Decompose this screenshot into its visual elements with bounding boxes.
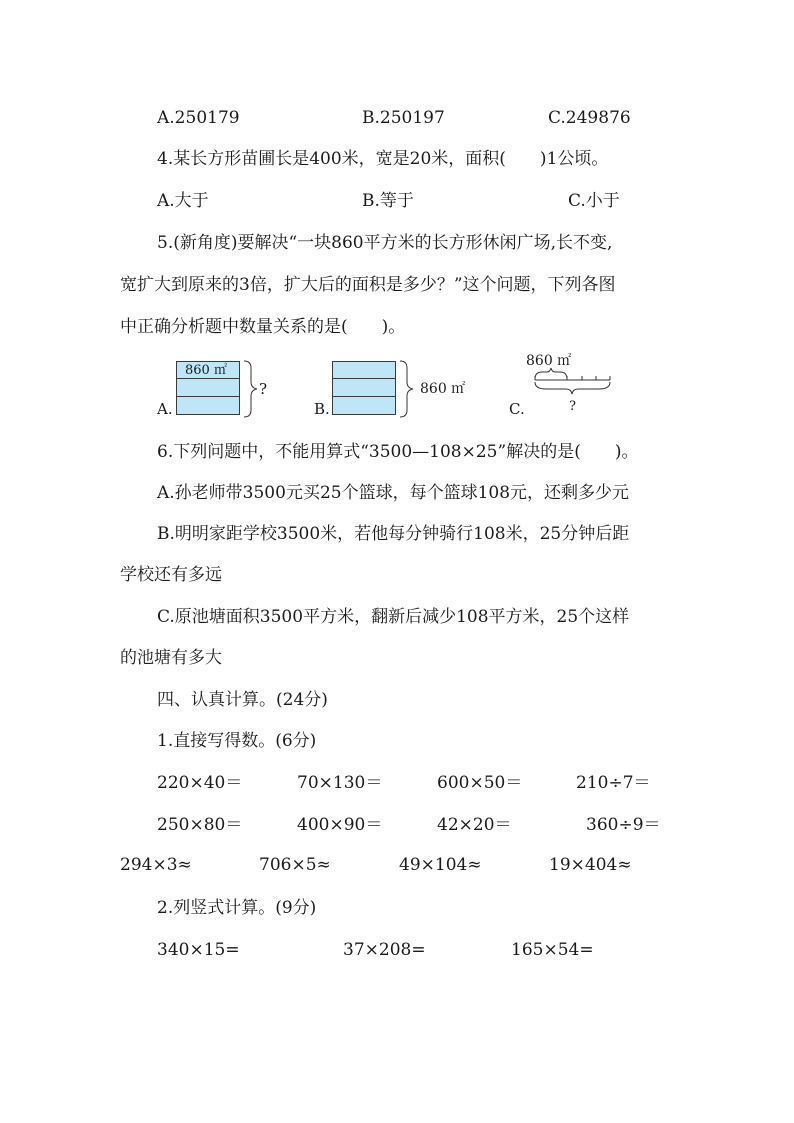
calc-item: 220×40＝: [157, 773, 243, 793]
vertical-calc-item: 37×208=: [343, 940, 426, 960]
q6-option-a: A.孙老师带3500元买25个篮球，每个篮球108元，还剩多少元: [157, 483, 630, 503]
figure-a-boxes: [176, 361, 240, 415]
calc-item: 400×90＝: [297, 815, 383, 835]
q4-stem: 4.某长方形苗圃长是400米，宽是20米，面积( )1公顷。: [157, 149, 609, 169]
figure-b-cell-mid: [332, 379, 396, 397]
figure-c-top-label: 860 ㎡: [526, 353, 572, 369]
q4-option-a: A.大于: [157, 191, 209, 211]
q3-option-a: A.250179: [157, 108, 240, 128]
figure-a-brace-label: ?: [259, 380, 268, 398]
figure-c-segment-diagram: [532, 366, 614, 402]
q6-option-b-line1: B.明明家距学校3500米，若他每分钟骑行108米，25分钟后距: [157, 524, 630, 544]
vertical-calc-item: 340×15=: [157, 940, 240, 960]
figure-a-brace: [242, 360, 272, 418]
calc-item: 42×20＝: [437, 815, 512, 835]
figure-b-brace-label: 860 ㎡: [420, 381, 466, 397]
calc-item: 49×104≈: [399, 855, 482, 875]
figure-b-label: B.: [314, 400, 330, 418]
q5-line2: 宽扩大到原来的3倍，扩大后的面积是多少？”这个问题，下列各图: [120, 275, 616, 295]
calc-item: 360÷9＝: [586, 815, 661, 835]
figure-a-label: A.: [157, 400, 173, 418]
calc-item: 706×5≈: [259, 855, 331, 875]
part1-title: 1.直接写得数。(6分): [157, 731, 317, 751]
q3-option-c: C.249876: [548, 108, 631, 128]
part2-title: 2.列竖式计算。(9分): [157, 898, 317, 918]
calc-item: 250×80＝: [157, 815, 243, 835]
q3-option-b: B.250197: [362, 108, 445, 128]
calc-item: 19×404≈: [549, 855, 632, 875]
calc-item: 294×3≈: [120, 855, 192, 875]
q6-stem: 6.下列问题中，不能用算式“3500—108×25”解决的是( )。: [157, 442, 639, 462]
calc-item: 70×130＝: [297, 773, 383, 793]
figure-b-cell-top: [332, 361, 396, 379]
q4-option-b: B.等于: [362, 191, 414, 211]
q5-line1: 5.(新角度)要解决“一块860平方米的长方形休闲广场,长不变,: [157, 233, 613, 253]
q6-option-c-line1: C.原池塘面积3500平方米，翻新后减少108平方米，25个这样: [157, 607, 630, 627]
figure-a-cell-bottom: [176, 397, 240, 415]
q4-option-c: C.小于: [568, 191, 620, 211]
figure-b-boxes: [332, 361, 396, 415]
figure-b-brace: [398, 360, 422, 418]
figure-b-cell-bottom: [332, 397, 396, 415]
q6-option-b-line2: 学校还有多远: [120, 565, 222, 585]
calc-item: 210÷7＝: [576, 773, 651, 793]
calc-item: 600×50＝: [437, 773, 523, 793]
figure-a-cell-mid: [176, 379, 240, 397]
q5-line3: 中正确分析题中数量关系的是( )。: [120, 317, 406, 337]
vertical-calc-item: 165×54=: [511, 940, 594, 960]
figure-c-label: C.: [509, 400, 525, 418]
q6-option-c-line2: 的池塘有多大: [120, 648, 222, 668]
section4-title: 四、认真计算。(24分): [157, 690, 328, 710]
figure-c-bottom-label: ?: [569, 399, 576, 414]
figure-a-cell-top: 860 ㎡: [176, 361, 240, 379]
